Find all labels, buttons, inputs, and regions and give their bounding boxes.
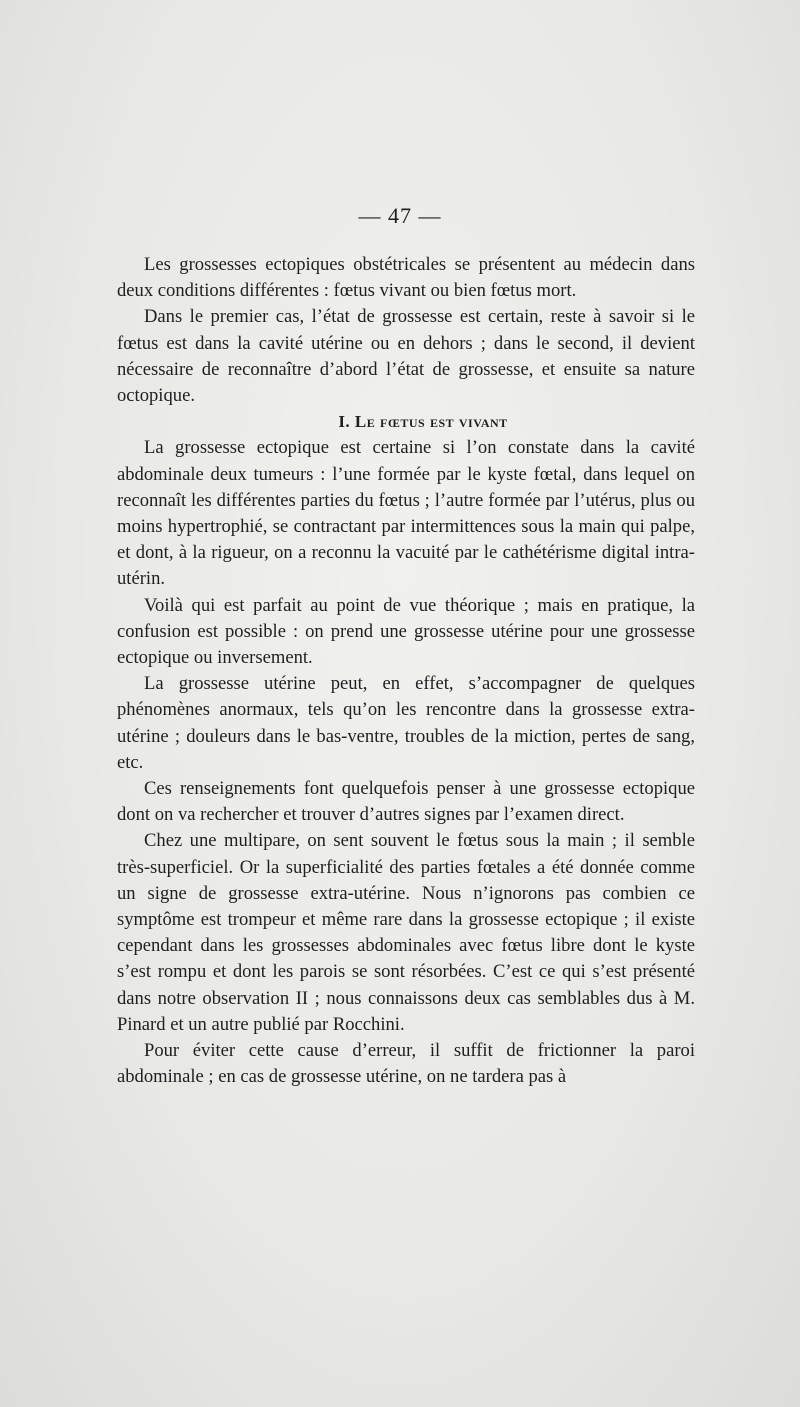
- page-number: — 47 —: [358, 203, 442, 228]
- paragraph: La grossesse utérine peut, en effet, s’accompagner de quelques phénomènes anormaux, tels qu’on les rencontre dans la grossesse extra-utérine ; douleurs dans le bas-ventre, troubles de la miction, pertes de sang, etc.: [117, 673, 695, 773]
- paragraph: Dans le premier cas, l’état de grossesse est certain, reste à savoir si le fœtus est dans la cavité utérine ou en dehors ; dans le second, il devient nécessaire de reconnaître d’abord l’état de grossesse, et ensuite sa nature octopique.: [117, 306, 695, 407]
- paragraph: Pour éviter cette cause d’erreur, il suffit de frictionner la paroi abdominale ; en cas de grossesse utérine, on ne tardera pas à: [117, 1040, 695, 1088]
- paragraph: Chez une multipare, on sent souvent le fœtus sous la main ; il semble très-superficiel. Or la superficialité des parties fœtales a été donnée comme un signe de grossesse extra-utérine. Nous n’ignorons pas combien ce symptôme est trompeur et même rare dans la grossesse ectopique ; il existe cependant dans les grossesses abdominales avec fœtus libre dont le kyste s’est rompu et dont les parois se sont résorbées. C’est ce qui s’est présenté dans notre observation II ; nous connaissons deux cas semblables dus à M. Pinard et un autre publié par Rocchini.: [117, 830, 695, 1035]
- paragraph: La grossesse ectopique est certaine si l’on constate dans la cavité abdominale deux tumeurs : l’une formée par le kyste fœtal, dans lequel on reconnaît les différentes parties du fœtus ; l’autre formée par l’utérus, plus ou moins hypertrophié, se contractant par intermittences sous la main qui palpe, et dont, à la rigueur, on a reconnu la vacuité par le cathétérisme digital intra-utérin.: [117, 437, 695, 590]
- paragraph: Ces renseignements font quelquefois penser à une grossesse ectopique dont on va rechercher et trouver d’autres signes par l’examen direct.: [117, 778, 695, 826]
- paragraph: Voilà qui est parfait au point de vue théorique ; mais en pratique, la confusion est possible : on prend une grossesse utérine pour une grossesse ectopique ou inversement.: [117, 594, 695, 669]
- body-text: [117, 252, 695, 1091]
- section-heading: I. Le fœtus est vivant: [338, 412, 508, 432]
- paragraph: Les grossesses ectopiques obstétricales se présentent au médecin dans deux conditions différentes : fœtus vivant ou bien fœtus mort.: [117, 254, 695, 302]
